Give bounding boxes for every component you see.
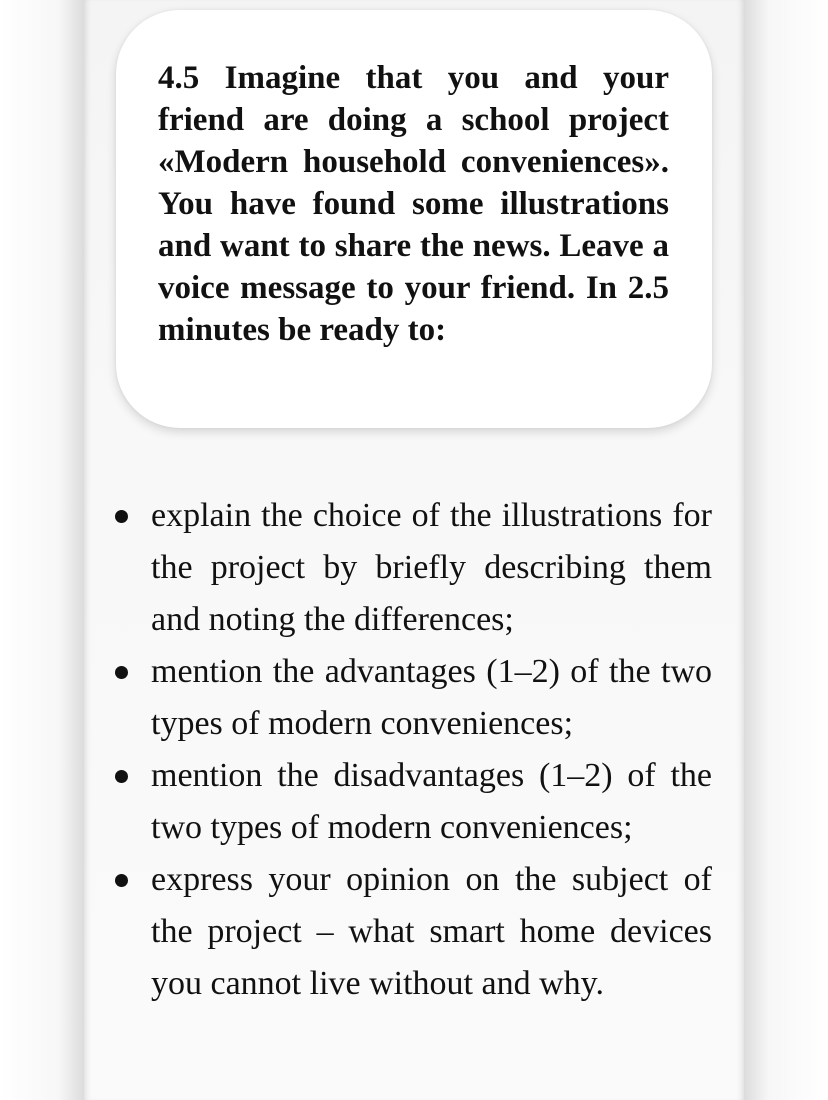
task-bullet-list	[100, 490, 712, 1010]
bullet-text: mention the disadvantages (1–2) of the two types of modern conveniences;	[151, 757, 712, 846]
bullet-dot-icon	[115, 510, 128, 523]
bullet-item	[100, 854, 712, 1010]
page-margin-left	[0, 0, 84, 1100]
task-card	[116, 10, 712, 428]
bullet-dot-icon	[115, 770, 128, 783]
bullet-item	[100, 750, 712, 854]
bullet-item	[100, 646, 712, 750]
task-instruction: 4.5 Imagine that you and your friend are doing a school project «Modern household conveniences». You have found some illustrations and want to share the news. Leave a voice message to your friend. In 2.5 minutes be ready to:	[158, 60, 669, 348]
bullet-text: mention the advantages (1–2) of the two types of modern conveniences;	[151, 653, 712, 742]
bullet-dot-icon	[115, 666, 128, 679]
page-margin-right	[744, 0, 828, 1100]
bullet-text: explain the choice of the illustrations for the project by briefly describing them and noting the differences;	[151, 497, 712, 638]
bullet-item	[100, 490, 712, 646]
bullet-text: express your opinion on the subject of the project – what smart home devices you cannot live without and why.	[151, 861, 712, 1002]
bullet-dot-icon	[115, 874, 128, 887]
